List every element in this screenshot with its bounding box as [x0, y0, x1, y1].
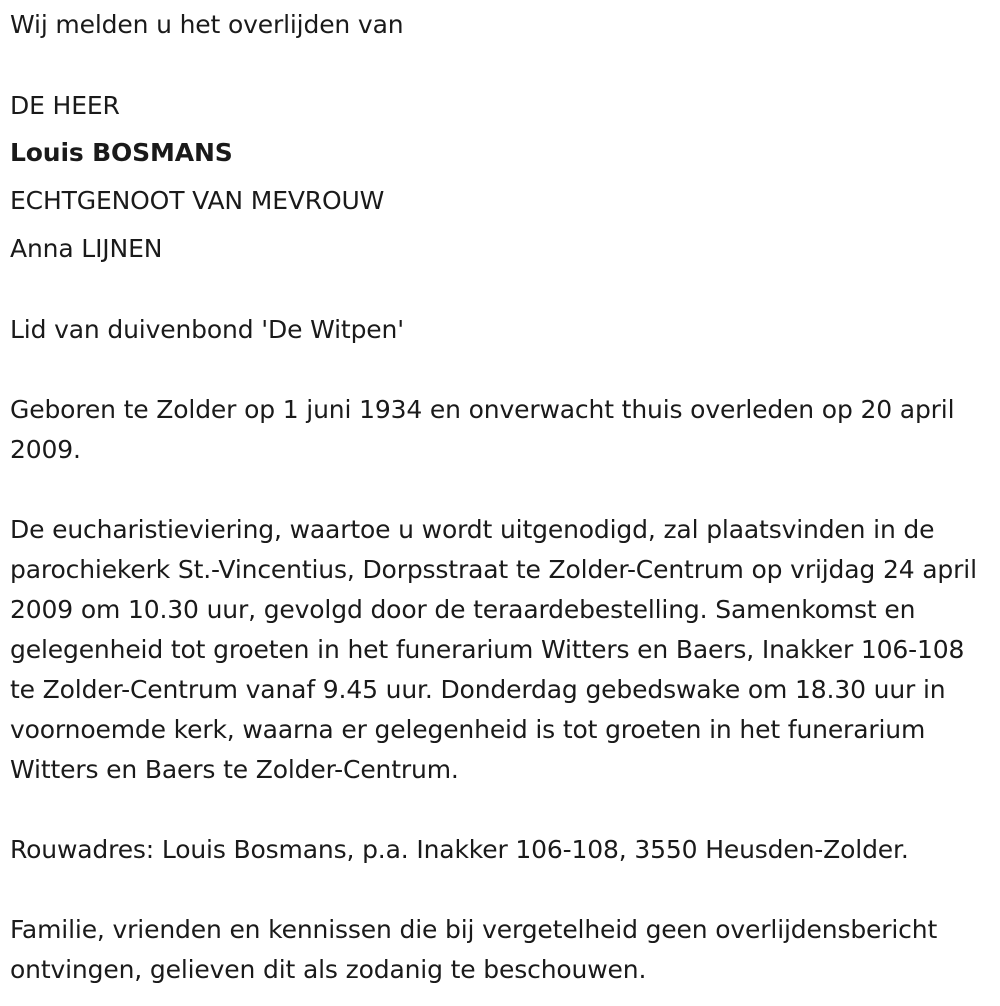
closing-paragraph: Familie, vrienden en kennissen die bij vergetelheid geen overlijdensbericht ontvingen, gelieven dit als zodanig te beschouwen. — [10, 915, 938, 984]
honorific: DE HEER — [10, 91, 120, 120]
relation-text: ECHTGENOOT VAN MEVROUW — [10, 186, 385, 215]
intro-text: Wij melden u het overlijden van — [10, 10, 404, 39]
service-paragraph: De eucharistieviering, waartoe u wordt uitgenodigd, zal plaatsvinden in de parochiekerk St.-Vincentius, Dorpsstraat te Zolder-Centrum op vrijdag 24 april 2009 om 10.30 uur, gevolgd door de teraardebestelling. Samenkomst en gelegenheid tot groeten in het funerarium Witters en Baers, Inakker 106-108 te Zolder-Centrum vanaf 9.45 uur. Donderdag gebedswake om 18.30 uur in voornoemde kerk, waarna er gelegenheid is tot groeten in het funerarium Witters en Baers te Zolder-Centrum. — [10, 515, 977, 784]
spouse-name: Anna LIJNEN — [10, 234, 163, 263]
birth-death-paragraph: Geboren te Zolder op 1 juni 1934 en onverwacht thuis overleden op 20 april 2009. — [10, 395, 955, 464]
address-text: Rouwadres: Louis Bosmans, p.a. Inakker 106-108, 3550 Heusden-Zolder. — [10, 835, 909, 864]
deceased-name: Louis BOSMANS — [10, 138, 233, 167]
membership-text: Lid van duivenbond 'De Witpen' — [10, 315, 404, 344]
